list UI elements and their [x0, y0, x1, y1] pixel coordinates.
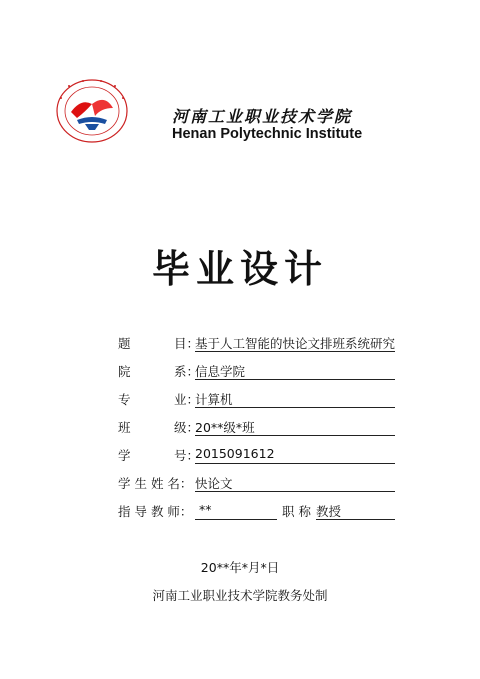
field-value: 快论文 — [195, 474, 395, 492]
field-value: 20**级*班 — [195, 418, 395, 436]
institution-name-cn: 河南工业职业技术学院 — [172, 107, 353, 126]
institution-logo — [55, 78, 129, 144]
field-label-suffix: 目： — [174, 336, 200, 351]
field-label: 学 生 姓 名： — [118, 476, 193, 491]
field-value: 基于人工智能的快论文排班系统研究 — [195, 336, 396, 351]
field-label: 指 导 教 师： — [118, 504, 193, 519]
field-value: 计算机 — [195, 390, 395, 408]
field-label-suffix: 号： — [174, 448, 200, 463]
field-value: ** — [195, 502, 277, 520]
field-label: 学 — [118, 448, 131, 463]
field-value: 信息学院 — [195, 362, 395, 380]
field-label: 班 — [118, 420, 131, 435]
field-label: 专 — [118, 392, 131, 407]
field-label-suffix: 业： — [174, 392, 200, 407]
field-label: 题 — [118, 336, 131, 351]
field-label-suffix: 系： — [174, 364, 200, 379]
field-value: 2015091612 — [195, 446, 395, 464]
institution-name-en: Henan Polytechnic Institute — [172, 126, 363, 142]
field-label: 院 — [118, 364, 131, 379]
document-date: 20**年*月*日 — [200, 560, 280, 575]
field-label-suffix: 级： — [174, 420, 200, 435]
field-extra-label: 职 称 — [282, 504, 311, 519]
document-title: 毕业设计 — [151, 246, 328, 291]
field-extra-value: 教授 — [316, 502, 395, 520]
document-issuer: 河南工业职业技术学院教务处制 — [152, 588, 328, 603]
